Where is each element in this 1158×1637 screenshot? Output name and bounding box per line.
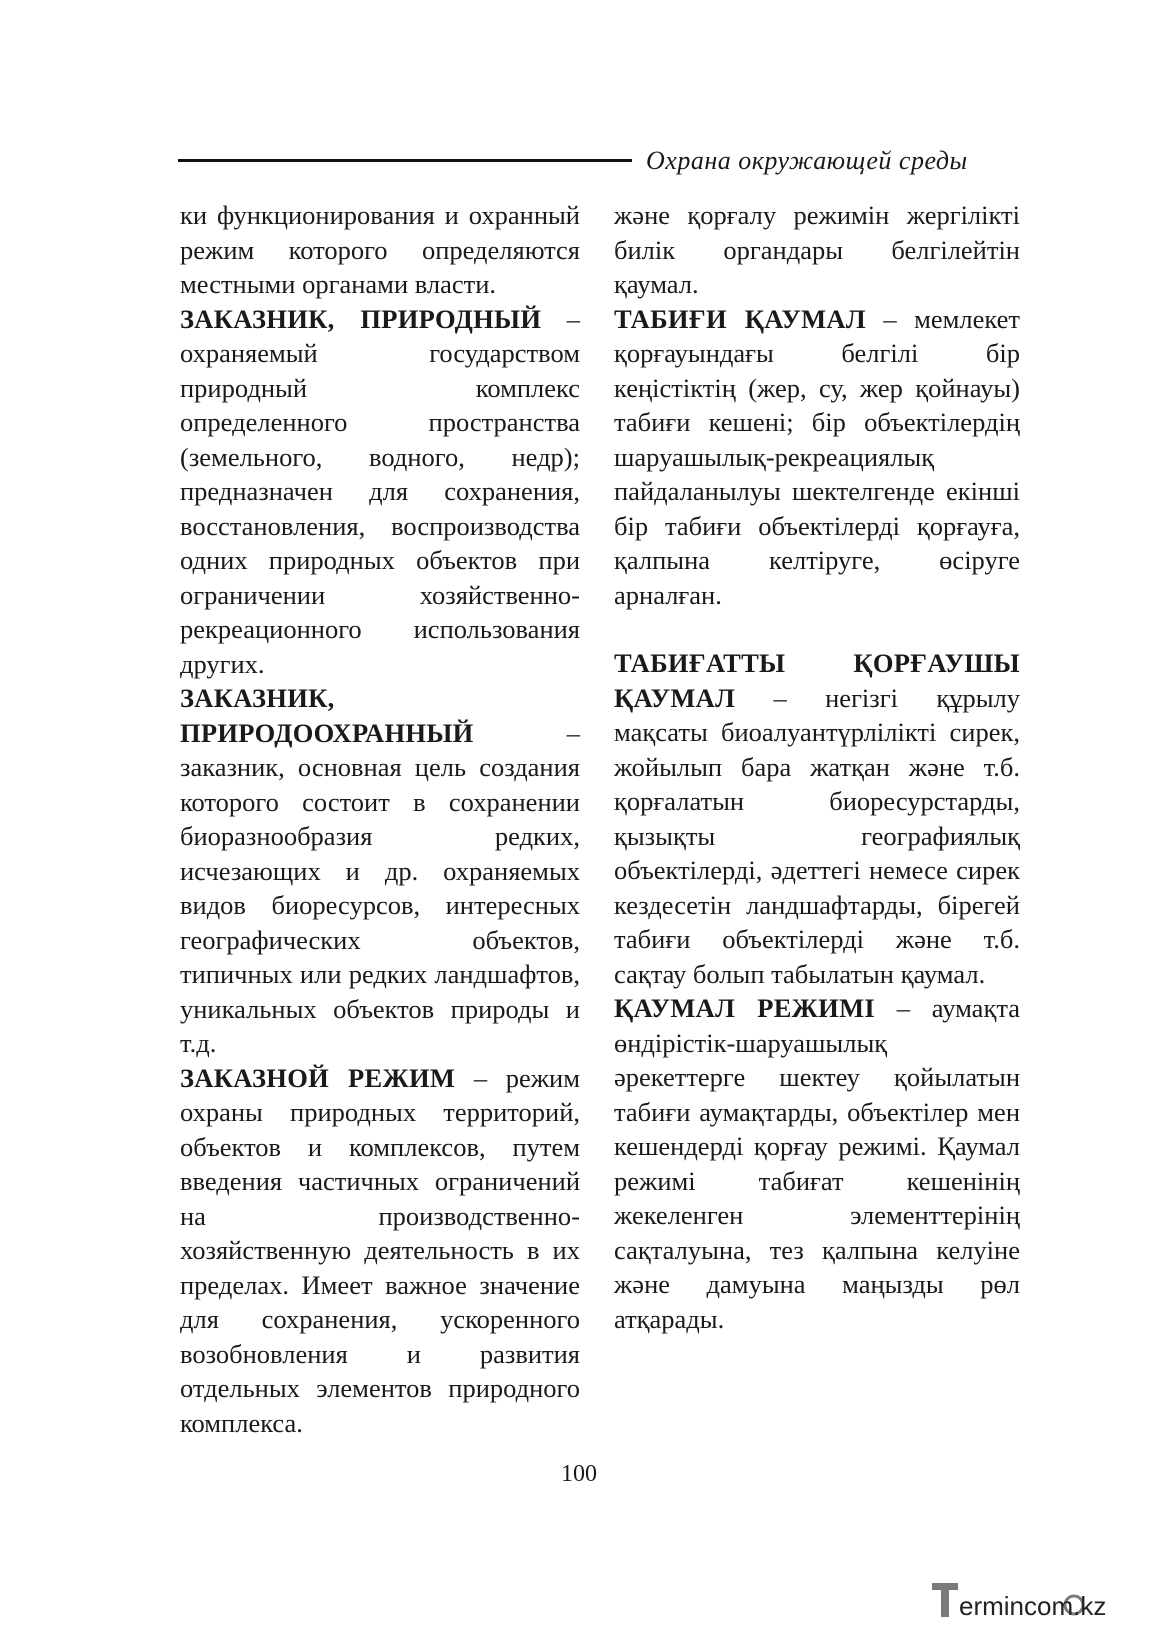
page-number: 100 [561,1461,597,1487]
running-title: Охрана окружающей среды [646,146,968,175]
entry-term: ТАБИҒИ ҚАУМАЛ [614,303,866,334]
entry-definition: – негізгі құрылу мақсаты биоалуантүрлілікті сирек, жойылып бара жатқан және т.б. қорғалатын биоресурстарды, қызықты географиялық объектілерді, әдеттегі немесе сирек кездесетін ландшафтарды, бірегей табиғи объектілерді және т.б. сақтау болып табылатын қаумал. [614,682,1020,989]
paragraph-text: және қорғалу режимін жергілікті билік органдары белгілейтін қаумал. [614,200,1020,299]
paragraph-continuation [180,198,580,302]
entry-term: ЗАКАЗНИК, ПРИРОДООХРАННЫЙ [180,683,474,748]
entry-definition: – режим охраны природных территорий, объектов и комплексов, путем введения частичных ограничений на производственно-хозяйственную деятельность в их пределах. Имеет важное значение для сохранения, ускоренного возобновления и развития отдельных элементов природного комплекса. [180,1062,580,1438]
entry-qaumal-rezhimi [614,991,1020,1336]
termincom-logo [928,1575,1144,1623]
right-column [614,198,1020,1336]
entry-term: ЗАКАЗНОЙ РЕЖИМ [180,1062,456,1093]
entry-term: ЗАКАЗНИК, ПРИРОДНЫЙ [180,303,542,334]
logo-t-stem [941,1583,949,1617]
left-column [180,198,580,1440]
entry-tabigi-qaumal [614,302,1020,613]
entry-definition: – мемлекет қорғауындағы белгілі бір кеңістіктің (жер, су, жер қойнауы) табиғи кешені; бір объектілердің шаруашылық-рекреациялық пайдаланылуы шектелгенде екінші бір табиғи объектілерді қорғауға, қалпына келтіруге, өсіруге арналған. [614,303,1020,610]
paragraph-continuation [614,198,1020,302]
entry-term: ТАБИҒАТТЫ ҚОРҒАУШЫ ҚАУМАЛ [614,648,1020,713]
entry-term: ҚАУМАЛ РЕЖИМІ [614,993,876,1023]
header-rule [178,159,632,162]
entry-zakaznoy-rezhim [180,1061,580,1441]
paragraph-text: ки функционирования и охранный режим которого определяются местными органами власти. [180,200,580,299]
entry-definition: – аумақта өндірістік-шаруашылық әрекеттерге шектеу қойылатын табиғи аумақтарды, объектілер мен кешендерді қорғау режимі. Қаумал режимі табиғат кешенінің жекеленген элементтерінің сақталуына, тез қалпына келуіне және дамуына маңызды рөл атқарады. [614,993,1020,1334]
entry-zakaznik-prirodoohranny [180,681,580,1061]
entry-definition: – заказник, основная цель создания которого состоит в сохранении биоразнообразия редких, исчезающих и др. охраняемых видов биоресурсов, интересных географических объектов, типичных или редких ландшафтов, уникальных объектов природы и т.д. [180,717,580,1058]
entry-zakaznik-prirodny [180,302,580,682]
entry-definition: – охраняемый государством природный комплекс определенного пространства (земельного, водного, недр); предназначен для сохранения, восстановления, воспроизводства одних природных объектов при ограничении хозяйственно-рекреационного использования других. [180,303,580,679]
entry-tabigatty-qorgaushy-qaumal [614,646,1020,991]
logo-text: ermincom.kz [959,1591,1107,1621]
